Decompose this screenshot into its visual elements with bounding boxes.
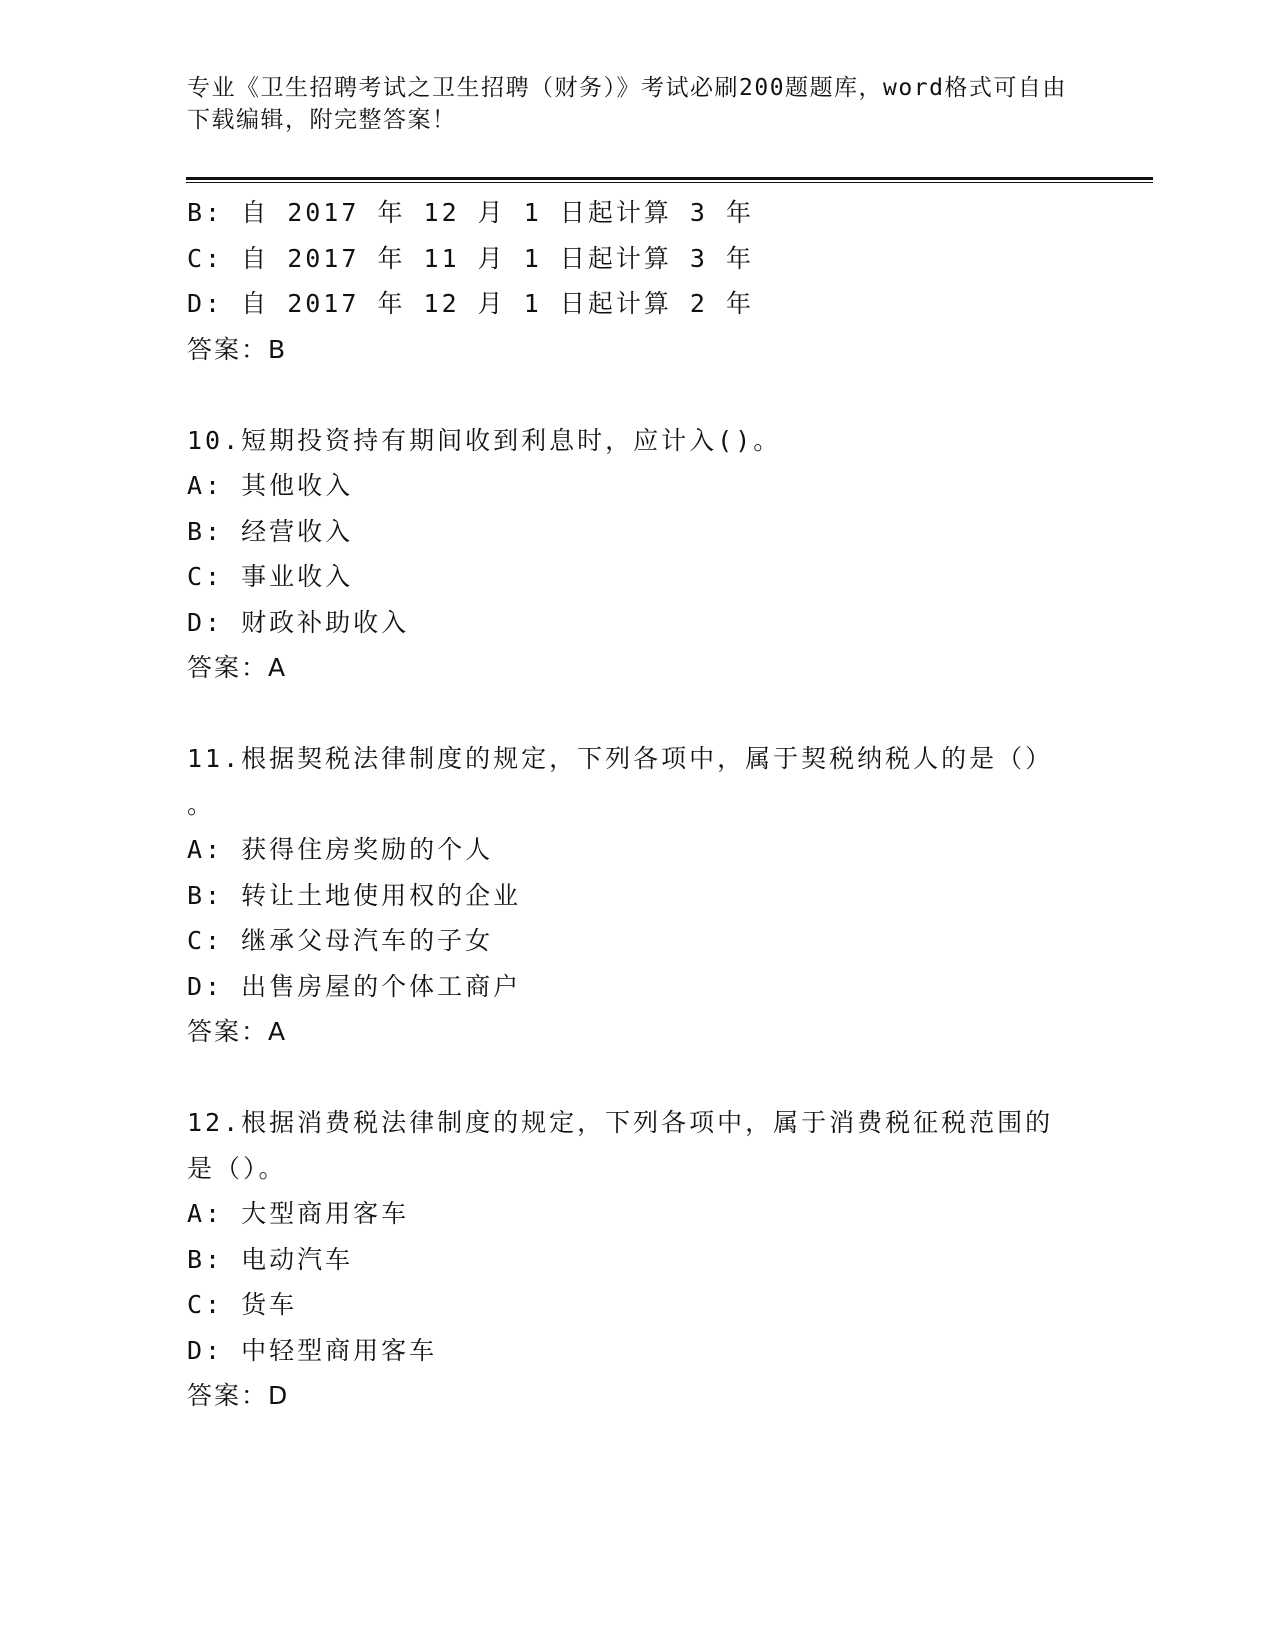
answer-line: 答案：A: [187, 653, 288, 682]
document-header: 专业《卫生招聘考试之卫生招聘（财务）》考试必刷200题题库，word格式可自由下载编辑，附完整答案！: [187, 75, 1067, 133]
question-stem: 12.根据消费税法律制度的规定，下列各项中，属于消费税征税范围的: [187, 1108, 1054, 1137]
option-b: B: 经营收入: [187, 516, 354, 546]
option-d: D: 中轻型商用客车: [187, 1335, 438, 1365]
option-c: C: 事业收入: [187, 562, 354, 591]
answer-line: 答案：D: [187, 1381, 290, 1410]
option-d: D: 出售房屋的个体工商户: [187, 971, 522, 1001]
option-b: B: 自 2017 年 12 月 1 日起计算 3 年: [187, 198, 754, 227]
question-10: [187, 418, 1067, 691]
question-stem-continued: 。: [187, 789, 216, 819]
spacer: [187, 691, 1067, 737]
question-stem: 10.短期投资持有期间收到利息时，应计入()。: [187, 425, 782, 455]
header-divider-thin: [186, 182, 1153, 183]
question-stem: 11.根据契税法律制度的规定，下列各项中，属于契税纳税人的是（）: [187, 744, 1054, 773]
spacer: [187, 372, 1067, 418]
question-11: [187, 736, 1067, 1055]
spacer: [187, 1055, 1067, 1101]
question-12: [187, 1100, 1067, 1419]
option-a: A: 大型商用客车: [187, 1199, 410, 1228]
option-d: D: 财政补助收入: [187, 607, 410, 637]
answer-line: 答案：B: [187, 334, 288, 364]
header-divider-thick: [186, 177, 1153, 180]
question-list: [187, 190, 1067, 1419]
option-b: B: 电动汽车: [187, 1244, 354, 1274]
option-a: A: 获得住房奖励的个人: [187, 835, 494, 864]
option-d: D: 自 2017 年 12 月 1 日起计算 2 年: [187, 289, 754, 318]
option-a: A: 其他收入: [187, 471, 354, 500]
question-fragment: [187, 190, 1067, 372]
answer-line: 答案：A: [187, 1017, 288, 1046]
option-c: C: 继承父母汽车的子女: [187, 926, 494, 955]
question-stem-continued: 是（）。: [187, 1153, 287, 1183]
option-c: C: 货车: [187, 1290, 298, 1319]
option-b: B: 转让土地使用权的企业: [187, 880, 522, 910]
option-c: C: 自 2017 年 11 月 1 日起计算 3 年: [187, 243, 754, 273]
